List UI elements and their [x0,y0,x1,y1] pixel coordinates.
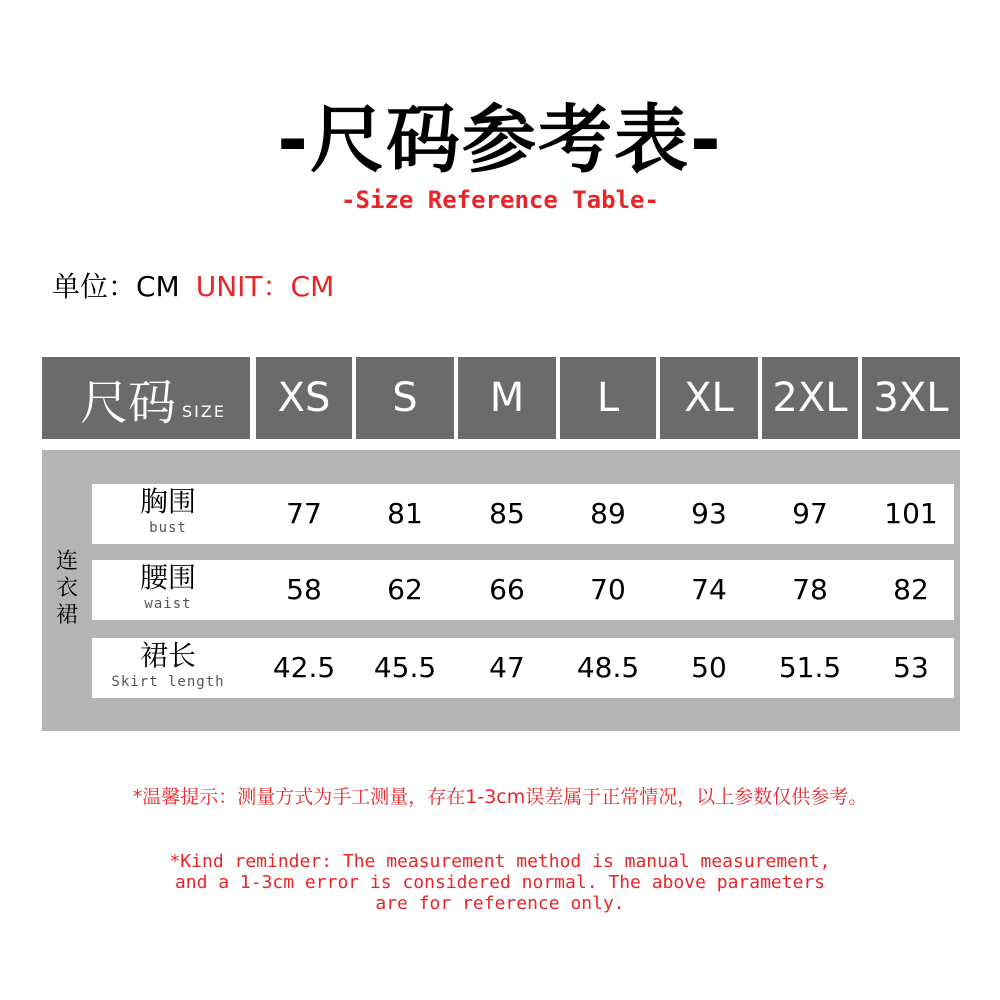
cell-waist-xl: 74 [691,573,727,606]
cell-bust-s: 81 [387,497,423,530]
header-size-l: L [560,357,656,439]
cell-waist-s: 62 [387,573,423,606]
header-size-xs: XS [256,357,352,439]
header-size-label [42,357,250,439]
header-size-2xl: 2XL [762,357,858,439]
cell-bust-xl: 93 [691,497,727,530]
cell-skirt-xl: 50 [691,651,727,684]
row-label [92,560,244,620]
cell-skirt-l: 48.5 [576,651,640,684]
header-size-xl: XL [660,357,758,439]
header-size-s: S [356,357,454,439]
row-label-en: Skirt length [111,674,225,690]
cell-waist-xs: 58 [286,573,322,606]
group-label-char: 连 [55,549,78,574]
row-label-en: bust [149,520,187,536]
cell-skirt-m: 47 [489,651,525,684]
cell-skirt-xs: 42.5 [272,651,336,684]
cell-bust-2xl: 97 [792,497,828,530]
table-row-waist [92,560,954,620]
reminder-note-cn: *温馨提示：测量方式为手工测量，存在1-3cm误差属于正常情况，以上参数仅供参考。 [132,786,868,808]
header-label-en: SIZE [182,401,226,421]
row-label-en: waist [144,596,192,612]
reminder-note-en [0,851,1000,914]
unit-en: UNIT：CM [195,270,335,303]
row-label-cn: 胸围 [139,485,196,518]
header-label-cn: 尺码 [80,374,177,431]
group-label-char: 衣 [55,576,78,601]
group-label-char: 裙 [55,603,78,628]
cell-bust-m: 85 [489,497,525,530]
cell-bust-3xl: 101 [884,497,938,530]
cell-skirt-s: 45.5 [373,651,437,684]
row-label-cn: 裙长 [139,639,196,672]
cell-waist-l: 70 [590,573,626,606]
page-subtitle: -Size Reference Table- [341,186,659,214]
cell-bust-l: 89 [590,497,626,530]
cell-bust-xs: 77 [286,497,322,530]
cell-waist-2xl: 78 [792,573,828,606]
row-label [92,484,244,544]
row-label-cn: 腰围 [139,561,196,594]
cell-waist-m: 66 [489,573,525,606]
header-size-3xl: 3XL [862,357,960,439]
table-row-bust [92,484,954,544]
header-size-m: M [458,357,556,439]
reminder-note-en-line: *Kind reminder: The measurement method is manual measurement, [169,851,831,872]
unit-cn: 单位：CM [52,270,180,303]
unit-line [52,266,334,308]
row-label [92,638,244,698]
page-title: -尺码参考表- [277,97,723,183]
reminder-note-en-line: and a 1-3cm error is considered normal. The above parameters [174,872,826,893]
cell-skirt-2xl: 51.5 [778,651,842,684]
table-row-skirt-length [92,638,954,698]
cell-waist-3xl: 82 [893,573,929,606]
cell-skirt-3xl: 53 [893,651,929,684]
group-label-dress [50,548,84,629]
reminder-note-en-line: are for reference only. [375,893,625,914]
